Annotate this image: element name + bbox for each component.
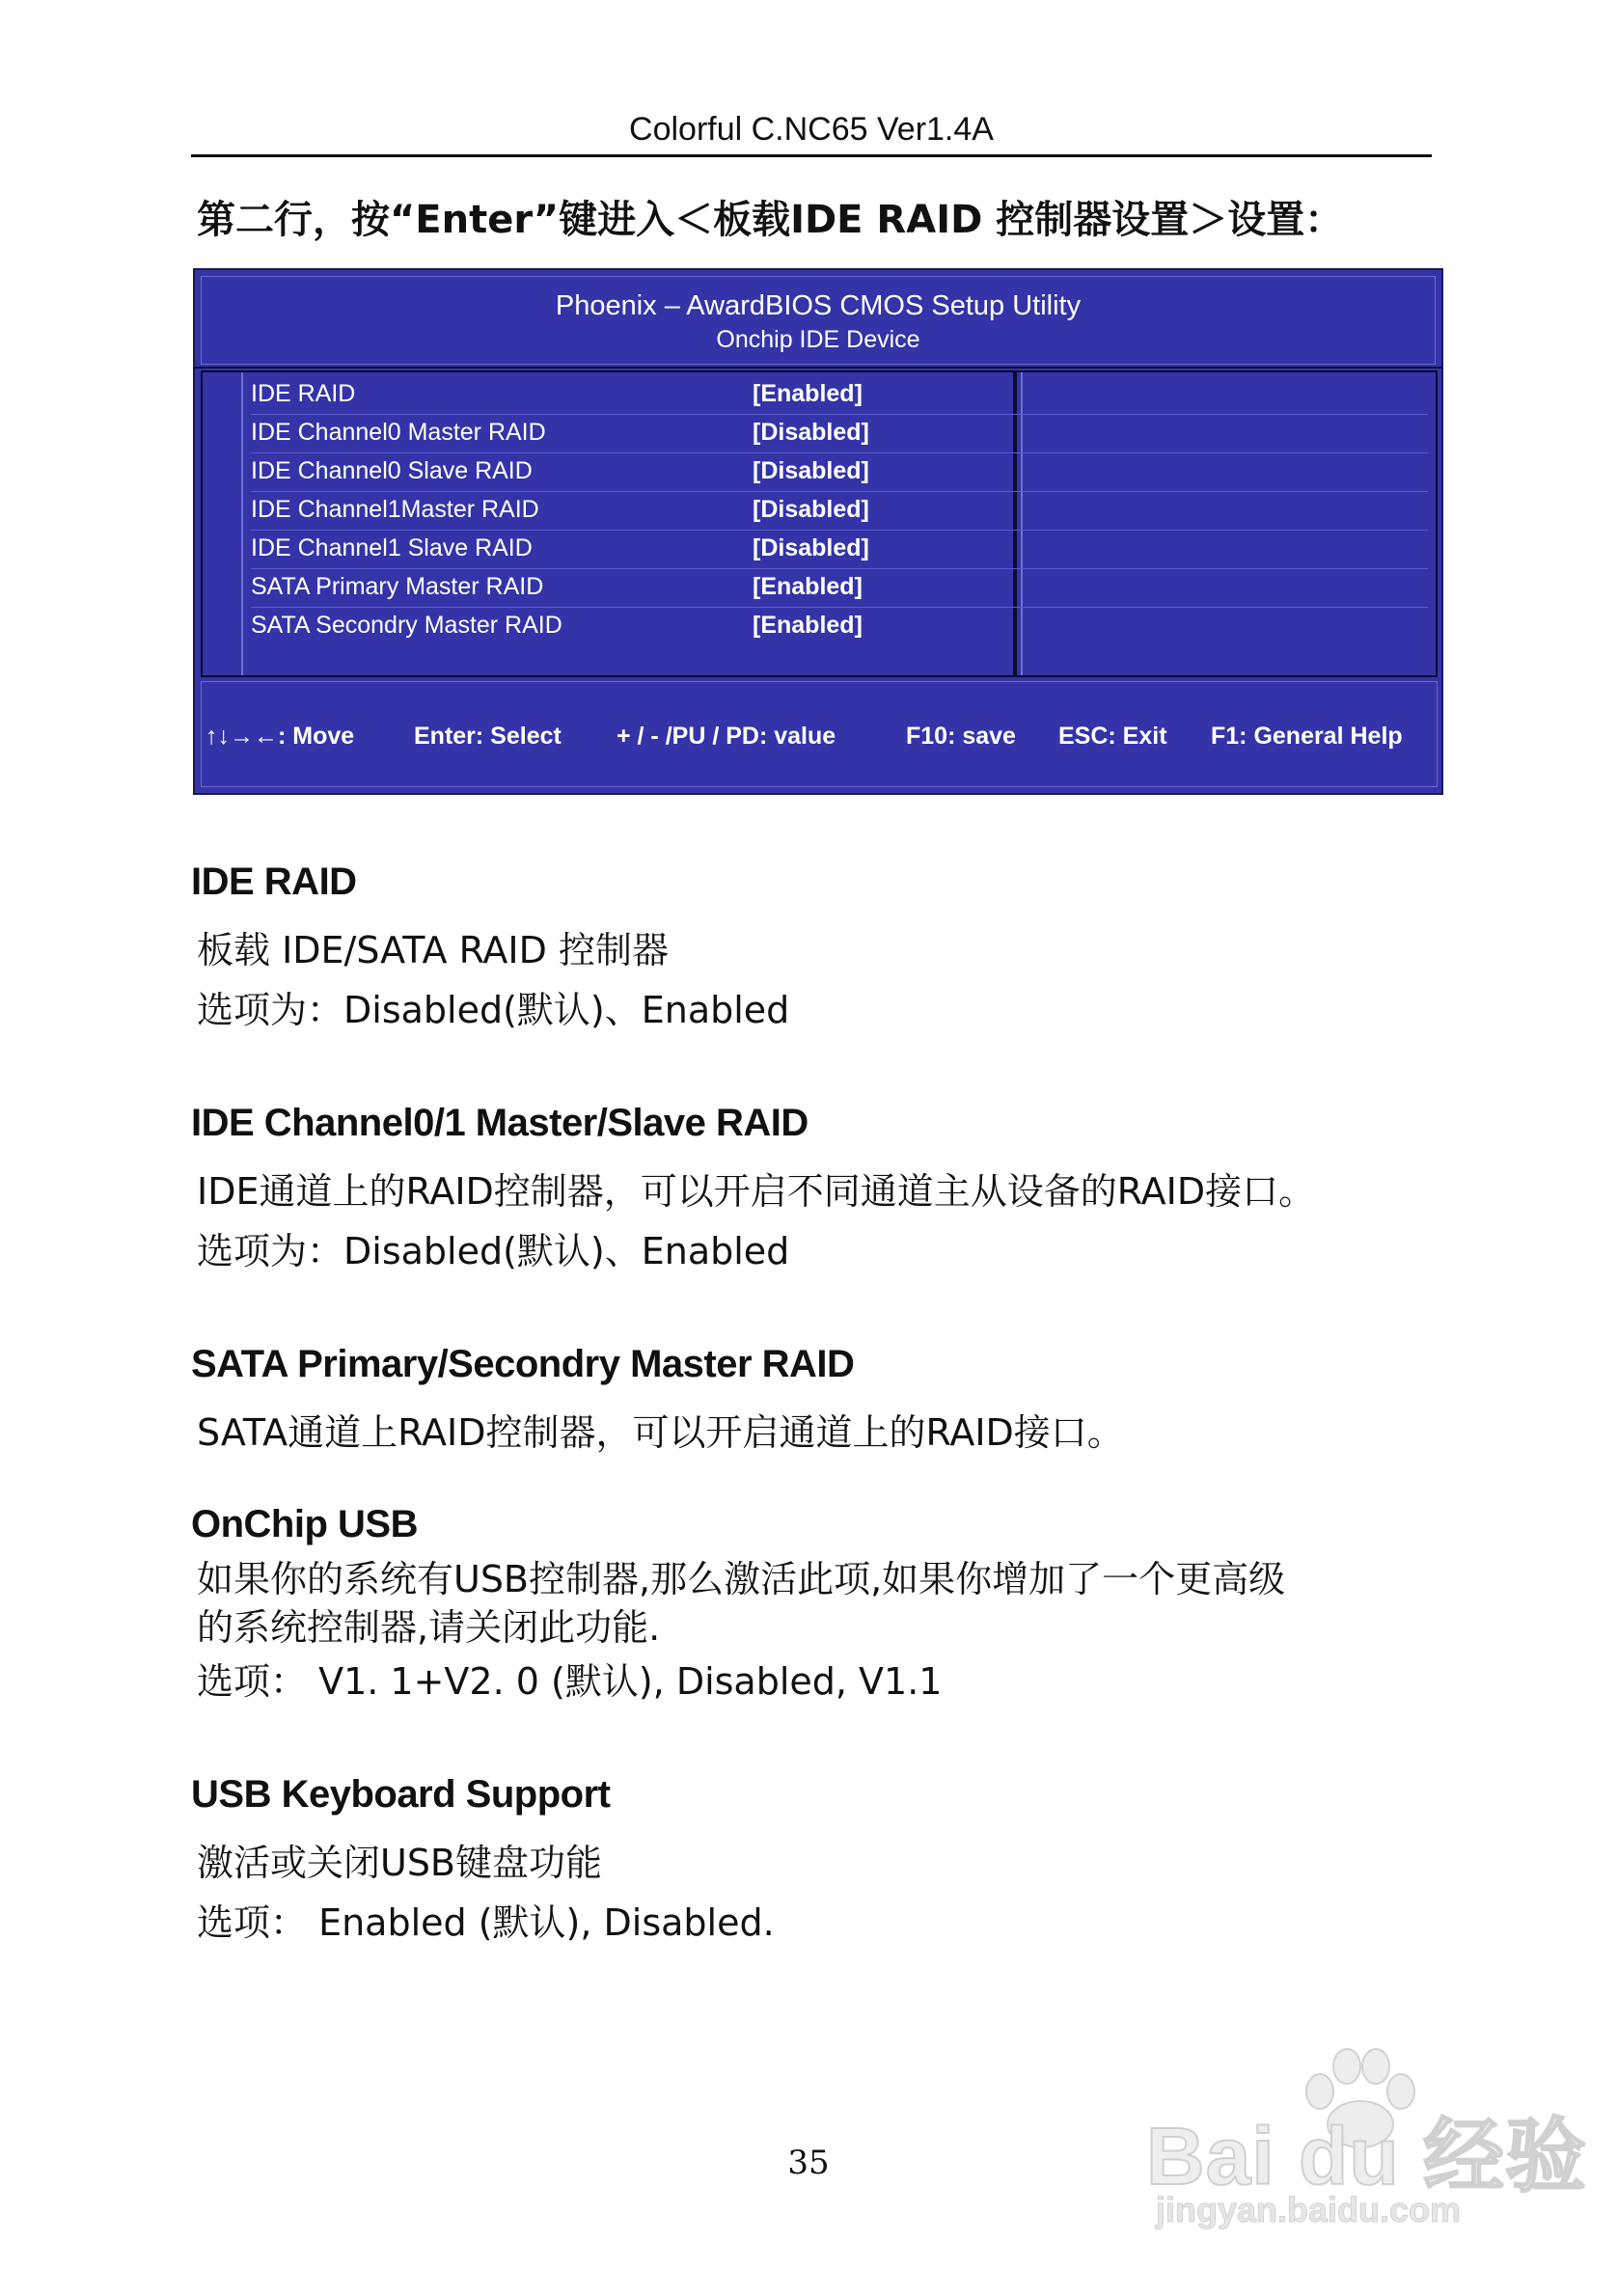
bios-item-label: SATA Primary Master RAID [251, 573, 544, 600]
bios-item-label: IDE Channel0 Slave RAID [251, 457, 533, 484]
section-text: 的系统控制器,请关闭此功能. [197, 1606, 661, 1649]
section-heading-ide-channel: IDE Channel0/1 Master/Slave RAID [191, 1102, 808, 1144]
bios-menu-list [251, 376, 1428, 645]
bios-screenshot [193, 268, 1443, 795]
bios-item-label: IDE RAID [251, 380, 356, 407]
page-header [191, 104, 1432, 157]
bios-item-value[interactable]: [Disabled] [753, 534, 869, 561]
bios-menu-item-channel0-master[interactable] [251, 415, 1428, 453]
section-heading-onchip-usb: OnChip USB [191, 1503, 418, 1545]
bios-menu-item-channel1-master[interactable] [251, 492, 1428, 531]
section-options: 选项： V1. 1+V2. 0 (默认), Disabled, V1.1 [197, 1660, 943, 1703]
section-options: 选项为：Disabled(默认)、Enabled [197, 1230, 790, 1272]
bios-menu-panel [201, 370, 1438, 677]
bios-item-value[interactable]: [Enabled] [753, 612, 863, 639]
intro-text: 第二行，按“Enter”键进入＜板载IDE RAID 控制器设置＞设置： [197, 198, 1344, 242]
bios-item-label: IDE Channel1 Slave RAID [251, 534, 533, 561]
bios-item-value[interactable]: [Disabled] [753, 419, 869, 446]
baidu-watermark [1146, 2045, 1588, 2238]
bios-menu-item-channel1-slave[interactable] [251, 531, 1428, 569]
section-text: 激活或关闭USB键盘功能 [197, 1842, 603, 1884]
section-heading-sata: SATA Primary/Secondry Master RAID [191, 1343, 855, 1385]
bios-title: Phoenix – AwardBIOS CMOS Setup Utility [555, 290, 1082, 321]
bios-menu-item-sata-primary[interactable] [251, 569, 1428, 608]
bios-menu-item-channel0-slave[interactable] [251, 453, 1428, 492]
key-hint-value: + / - /PU / PD: value [617, 723, 836, 750]
bios-item-value[interactable]: [Enabled] [753, 573, 863, 600]
bios-menu-item-sata-secondry[interactable] [251, 608, 1428, 645]
key-hint-save: F10: save [906, 723, 1016, 750]
section-text: 如果你的系统有USB控制器,那么激活此项,如果你增加了一个更高级 [197, 1558, 1286, 1600]
watermark-brand: Bai du 经验 [1146, 2111, 1588, 2201]
bios-left-rule [241, 372, 243, 675]
bios-menu-item-ide-raid[interactable] [251, 376, 1428, 415]
section-heading-ide-raid: IDE RAID [191, 861, 357, 903]
bios-item-value[interactable]: [Disabled] [753, 457, 869, 484]
bios-item-label: IDE Channel1Master RAID [251, 496, 539, 523]
section-text: SATA通道上RAID控制器，可以开启通道上的RAID接口。 [197, 1411, 1124, 1454]
section-text: 板载 IDE/SATA RAID 控制器 [197, 929, 669, 971]
section-options: 选项为：Disabled(默认)、Enabled [197, 989, 790, 1031]
key-hint-help: F1: General Help [1211, 723, 1403, 750]
bios-item-value[interactable]: [Disabled] [753, 496, 869, 523]
key-hint-exit: ESC: Exit [1058, 723, 1167, 750]
bios-item-label: IDE Channel0 Master RAID [251, 419, 546, 446]
section-heading-usb-keyboard: USB Keyboard Support [191, 1773, 611, 1816]
section-text: IDE通道上的RAID控制器，可以开启不同通道主从设备的RAID接口。 [197, 1170, 1316, 1213]
bios-item-label: SATA Secondry Master RAID [251, 612, 562, 639]
bios-item-value[interactable]: [Enabled] [753, 380, 863, 407]
bios-titlebar [201, 276, 1436, 365]
watermark-url: jingyan.baidu.com [1156, 2190, 1462, 2229]
bios-key-legend [201, 681, 1438, 787]
key-hint-select: Enter: Select [414, 723, 562, 750]
page-number: 35 [787, 2144, 830, 2182]
section-options: 选项： Enabled (默认), Disabled. [197, 1901, 775, 1944]
bios-subtitle: Onchip IDE Device [716, 326, 920, 353]
key-hint-move: ↑↓→←: Move [206, 723, 355, 750]
bios-separator [195, 367, 1441, 369]
document-title: Colorful C.NC65 Ver1.4A [629, 111, 994, 148]
